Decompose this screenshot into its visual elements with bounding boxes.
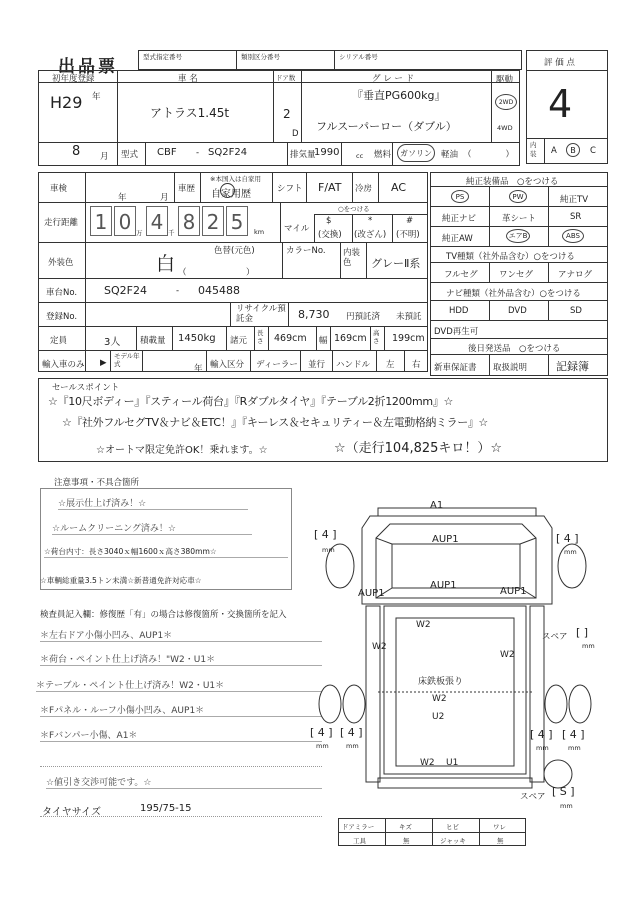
inspection-month-unit: 月 xyxy=(160,193,169,203)
history-circled xyxy=(220,183,235,198)
class-code-label: 類別区分番号 xyxy=(241,53,280,61)
mm-front-left: mm xyxy=(322,546,335,554)
drive-2wd: 2WD xyxy=(495,94,517,110)
inspector-line5: ＊Fバンパー小傷、A1＊ xyxy=(40,728,322,742)
mileage-digit-1: 1 xyxy=(90,206,112,236)
tire-rear-left-inner: [ 4 ] xyxy=(340,726,363,739)
interior-color-label: 内装色 xyxy=(343,248,361,268)
interior-grade-a: A xyxy=(551,146,557,156)
fuel-other: （ ） xyxy=(463,150,515,160)
label-a1: A1 xyxy=(430,500,444,511)
displacement-unit: cc xyxy=(356,152,364,160)
label-aup1-left: AUP1 xyxy=(358,588,385,599)
import-arrow: ▶ xyxy=(100,358,107,368)
drive-4wd: 4WD xyxy=(497,124,513,132)
model-code-box xyxy=(138,50,522,70)
interior-grade-c: C xyxy=(590,146,596,156)
length-value: 469cm xyxy=(274,333,307,344)
label-aup1-mid: AUP1 xyxy=(430,580,457,591)
equip-airbag: エアB xyxy=(506,229,530,243)
genuine-title: 純正装備品 ○をつける xyxy=(466,177,559,187)
chassis-code: SQ2F24 xyxy=(104,284,147,297)
car-name-label: 車 名 xyxy=(178,74,198,84)
tools-break: ワレ xyxy=(493,823,506,831)
notes-line2: ☆ルームクリーニング済み！☆ xyxy=(52,521,252,535)
label-w2-left: W2 xyxy=(372,642,387,652)
label-u2: U2 xyxy=(432,712,445,722)
navi-sd: SD xyxy=(570,306,582,316)
swap-text: (交換) xyxy=(318,230,342,240)
unit-sen: 千 xyxy=(168,229,175,237)
inspector-label: 検査員記入欄：修復歴「有」の場合は修復箇所・交換箇所を記入 xyxy=(40,610,287,620)
color-original: （ ） xyxy=(178,268,255,278)
mileage-label: 走行距離 xyxy=(44,218,79,228)
tire-size-value: 195/75-15 xyxy=(140,803,192,814)
tire-rear-right-outer: [ 4 ] xyxy=(562,728,585,741)
sales-line3a: ☆オートマ限定免許OK！乗れます。☆ xyxy=(96,445,268,456)
docs-records: 記録簿 xyxy=(556,360,589,373)
reg-label: 登録No. xyxy=(46,312,78,322)
mm-front-right: mm xyxy=(564,548,577,556)
navi-hdd: HDD xyxy=(449,306,469,316)
handle-right: 右 xyxy=(412,360,421,370)
history-note: ※本国入は自家用 xyxy=(210,175,261,183)
capacity-label: 定員 xyxy=(50,336,68,346)
model-code-label: 型式指定番号 xyxy=(143,53,182,61)
import-dealer: ディーラー xyxy=(256,360,298,370)
capacity-value: 3人 xyxy=(104,337,121,348)
mm-rear-left-inner: mm xyxy=(346,742,359,750)
model-year-label: モデル年式 xyxy=(114,352,140,368)
swap-mark: $ xyxy=(326,216,332,226)
navi-dvd: DVD xyxy=(508,306,527,316)
year-era: H29 xyxy=(50,93,83,112)
spare-bottom-label: スペア xyxy=(520,792,546,802)
history-options: 自家用歴 xyxy=(211,189,251,200)
tv-analog: アナログ xyxy=(558,270,593,280)
unit-man: 万 xyxy=(136,229,143,237)
spare-bottom-value: [ S ] xyxy=(552,785,575,798)
displacement-value: 1990 xyxy=(314,147,340,158)
width-value: 169cm xyxy=(334,333,367,344)
tools-door-mirror: ドアミラー xyxy=(342,823,375,831)
tools-jack-value: 無 xyxy=(497,837,504,845)
circle-note: ○をつける xyxy=(338,205,370,213)
inspector-line3: ＊テーブル・ペイント仕上げ済み！W2・U1＊ xyxy=(36,678,322,692)
serial-label: シリアル番号 xyxy=(339,53,378,61)
type-dash: - xyxy=(196,148,200,158)
score-label: 評 価 点 xyxy=(544,58,575,68)
recycle-unit: 円預託済 xyxy=(346,312,381,322)
history-label: 車歴 xyxy=(178,184,196,194)
label-u1-bottom: U1 xyxy=(446,758,459,768)
dims-label: 諸元 xyxy=(230,336,248,346)
tools-crack: ヒビ xyxy=(446,823,459,831)
shift-label: シフト xyxy=(277,184,303,194)
recycle-amount: 8,730 xyxy=(298,308,330,321)
tire-front-right: [ 4 ] xyxy=(556,532,579,545)
tv-title: TV種類（社外品含む）○をつける xyxy=(446,252,575,262)
sales-line3b: ☆（走行104,825キロ！）☆ xyxy=(334,441,503,456)
inspection-label: 車検 xyxy=(50,184,68,194)
color-no-label: カラーNo. xyxy=(286,246,326,256)
chassis-label: 車台No. xyxy=(46,288,78,298)
equip-tv: 純正TV xyxy=(560,195,589,205)
score-value: 4 xyxy=(548,82,573,126)
import-parallel: 並行 xyxy=(308,360,326,370)
sales-line2: ☆『社外フルセグTV＆ナビ＆ETC！』『キーレス＆セキュリティー＆左電動格納ミラー』☆ xyxy=(62,416,488,429)
docs-title: 後日発送品 ○をつける xyxy=(468,344,561,354)
mm-rear-left-outer: mm xyxy=(316,742,329,750)
tire-rear-left-outer: [ 4 ] xyxy=(310,726,333,739)
docs-manual: 取扱説明 xyxy=(493,363,528,373)
spare-bottom-mm: mm xyxy=(560,802,573,810)
recycle-label: リサイクル預託金 xyxy=(236,304,286,324)
label-aup1-right: AUP1 xyxy=(500,586,527,597)
height-label: 高さ xyxy=(373,329,380,345)
grade-line1: 『垂直PG600kg』 xyxy=(352,89,446,102)
import-label: 輸入車のみ xyxy=(42,360,85,370)
interior-color-value: グレーⅡ系 xyxy=(371,257,421,270)
navi-title: ナビ種類（社外品含む）○をつける xyxy=(446,289,581,299)
year-unit: 年 xyxy=(92,92,101,102)
docs-warranty: 新車保証書 xyxy=(434,363,477,373)
notes-line3: ☆荷台内寸：長さ3040ｘ幅1600ｘ高さ380mm☆ xyxy=(44,546,288,558)
doors-label: ドア数 xyxy=(276,74,296,82)
doors-value: 2 xyxy=(283,107,291,121)
fuel-gas: ガソリン xyxy=(397,144,435,162)
equip-aw: 純正AW xyxy=(442,234,473,244)
car-name: アトラス1.45t xyxy=(150,106,230,120)
label-w2-bottom: W2 xyxy=(420,758,435,768)
inspector-line6: ☆値引き交渉可能です。☆ xyxy=(46,775,322,789)
tamper-text: (改ざん) xyxy=(354,230,387,240)
fuel-diesel: 軽油 xyxy=(441,150,459,160)
type-label: 型式 xyxy=(121,150,139,160)
notes-label: 注意事項・不具合箇所 xyxy=(54,478,140,488)
ac-label: 冷房 xyxy=(355,184,373,194)
dvd-playback: DVD再生可 xyxy=(434,327,479,337)
mileage-digit-4: 8 xyxy=(178,206,200,236)
color-value: 白 xyxy=(156,253,176,275)
shift-value: F/AT xyxy=(318,181,342,194)
label-aup1-top: AUP1 xyxy=(432,534,459,545)
sales-label: セールスポイント xyxy=(52,383,120,393)
model-year-suffix: 年 xyxy=(194,364,203,374)
month-unit: 月 xyxy=(100,152,109,162)
unknown-text: (不明) xyxy=(396,230,420,240)
type-prefix: CBF xyxy=(157,147,177,158)
grade-label: グ レ ー ド xyxy=(372,74,415,84)
load-label: 積載量 xyxy=(140,336,166,346)
mile-label: マイル xyxy=(284,224,310,234)
first-reg-label: 初年度登録 xyxy=(52,74,95,84)
equip-abs: ABS xyxy=(562,229,584,243)
reg-month: 8 xyxy=(72,144,81,159)
mileage-digit-3: 4 xyxy=(146,206,168,236)
notes-line4: ☆車輌総重量3.5トン未満☆新普通免許対応車☆ xyxy=(40,576,202,585)
chassis-number: 045488 xyxy=(198,284,240,297)
sheet-title: 出品票 xyxy=(58,57,118,77)
color-change-label: 色替(元色) xyxy=(214,246,255,256)
mileage-digit-2: 0 xyxy=(114,206,136,236)
spare-top-mm: mm xyxy=(582,642,595,650)
chassis-dash: - xyxy=(176,286,180,296)
door-type: D xyxy=(292,129,299,139)
grade-line2: フルスーパーロー（ダブル） xyxy=(316,120,457,133)
tire-size-label: タイヤサイズ xyxy=(42,807,101,818)
length-label: 長さ xyxy=(257,329,264,345)
mileage-digit-5: 2 xyxy=(202,206,224,236)
tools-tool-value: 無 xyxy=(403,837,410,845)
recycle-pending: 未預託 xyxy=(396,312,422,322)
unknown-mark: # xyxy=(406,216,414,226)
equip-navi: 純正ナビ xyxy=(442,214,477,224)
tools-scratch: キズ xyxy=(399,823,412,831)
spare-top-value: [ ] xyxy=(576,626,589,639)
equip-ps: PS xyxy=(451,190,469,203)
tools-jack-label: ジャッキ xyxy=(440,837,466,845)
notes-line1: ☆展示仕上げ済み！☆ xyxy=(58,496,248,510)
width-label: 幅 xyxy=(319,336,328,346)
color-label: 外装色 xyxy=(48,258,74,268)
equip-sr: SR xyxy=(570,212,582,222)
label-bed: 床鉄板張り xyxy=(418,677,464,687)
label-w2-center: W2 xyxy=(432,694,447,704)
tools-tool-label: 工具 xyxy=(353,837,366,845)
tv-oneseg: ワンセグ xyxy=(499,270,534,280)
mileage-digit-6: 5 xyxy=(226,206,248,236)
mm-rear-right-outer: mm xyxy=(568,744,581,752)
import-type-label: 輸入区分 xyxy=(210,360,245,370)
displacement-label: 排気量 xyxy=(290,150,316,160)
tv-fullseg: フルセグ xyxy=(444,270,478,280)
handle-left: 左 xyxy=(386,360,395,370)
height-value: 199cm xyxy=(392,333,425,344)
sales-line1: ☆『10尺ボディー』『スティール荷台』『Rダブルタイヤ』『テーブル2折1200mm』☆ xyxy=(48,395,454,408)
tire-front-left: [ 4 ] xyxy=(314,528,337,541)
interior-grade-b: B xyxy=(566,143,580,157)
inspector-line4: ＊Fパネル・ルーフ小傷小凹み、AUP1＊ xyxy=(40,703,322,717)
equip-leather: 革シート xyxy=(502,214,537,224)
fuel-label: 燃料 xyxy=(374,150,392,160)
inspector-line1: ＊左右ドア小傷小凹み、AUP1＊ xyxy=(40,628,322,642)
type-code: SQ2F24 xyxy=(208,147,248,158)
unit-km: km xyxy=(254,228,265,236)
label-w2-top: W2 xyxy=(416,620,431,630)
spare-top-label: スペア xyxy=(542,632,568,642)
mm-rear-right-inner: mm xyxy=(536,744,549,752)
drive-label: 駆動 xyxy=(496,75,514,85)
load-value: 1450kg xyxy=(178,333,216,344)
ac-value: AC xyxy=(391,181,407,194)
inspector-line2: ＊荷台・ペイント仕上げ済み！"W2・U1＊ xyxy=(40,652,322,666)
equip-pw: PW xyxy=(509,190,527,203)
handle-label: ハンドル xyxy=(336,360,371,370)
interior-label: 内装 xyxy=(530,141,537,158)
tire-rear-right-inner: [ 4 ] xyxy=(530,728,553,741)
inspection-year-unit: 年 xyxy=(118,193,127,203)
tamper-mark: * xyxy=(368,216,373,226)
label-w2-right: W2 xyxy=(500,650,515,660)
